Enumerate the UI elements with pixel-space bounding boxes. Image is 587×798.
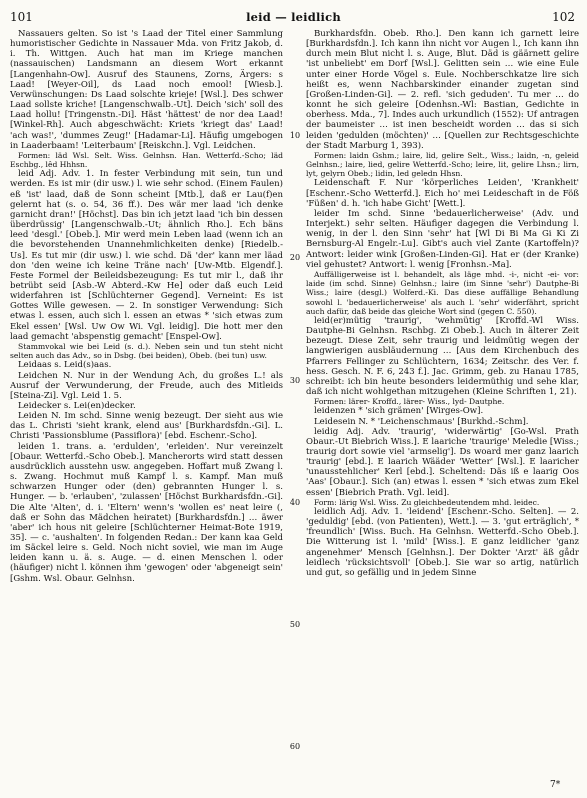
entry-leidaas: Leidaas s. Leid(s)aas.: [18, 360, 112, 371]
entry-leider: leider Im schd. Sinne 'bedauerlicherweise' (Adv. und Interjekt.) sehr selten. Häufiger dagegen die Verbindung l. wenig, in der l. den Sinn 'sehr' hat [Wl Di Bi Ma Gi Ki Zi Bernsburg-Al Engelr.-Lu]. Gibt's auch viel Zante (Kartoffeln)? Antwort: leider wink [Großen-Linden-Gi]. Hat er (der Kranke) viel gehustet? Antwort: l. wenig [Fronhsn.-Ma].: [306, 208, 579, 270]
entry-leidlich: leidlich Adj. Adv. 1. 'leidend' [Eschenr.-Scho. Selten]. — 2. 'geduldig' [ebd. (von Patienten), Wett.]. — 3. 'gut erträglich', * 'freundlich' [Wiss. Buch. Ha Gelnhsn. Wetterfd.-Scho Obeb.]. Die Witterung ist l. 'mild' [Wiss.]. E ganz leidlicher 'ganz angenehmer' Mensch [Gelnhsn.]. Der Dokter 'Arzt' äß gådr leidlech 'rücksichtsvoll' [Obeb.]. Sie war so artig, natürlich und gut, so gefällig und in jedem Sinne: [306, 506, 579, 578]
entry-leidchen: Leidchen N. Nur in der Wendung Ach, du großes L.! als Ausruf der Verwunderung, der Freude, auch des Mitleids [Steina-Zi]. Vgl. Leid 1. 5.: [10, 370, 283, 401]
entry-leid: leid Adj. Adv. 1. In fester Verbindung mit sein, tun und werden. Es ist mir (dir usw.) l. wie sehr schod. (Einem Faulen) eß 'ist' laad, daß de Sonn scheint [Mtb.], daß er Lau(f)en gelernt hat (s. o. 54, 36 ff.). Des wär mer laad 'ich denke garnicht dran!' [Höchst]. Das bin ich jetzt laad 'ich bin dessen überdrüssig' [Langenschwalb.-Ut; ähnlich Rho.]. Ech bäns leed 'desgl.' [Obeb.]. Mir werd mein Leben laad (wenn ich an die bevorstehenden Unannehmlichkeiten denke) [Riedelb.-Us]. Es tut mir (dir usw.) l. wie schd. Dä 'der' kann mer läad don 'den weine ich keine Träne nach' [Uw-Mtb. Elgendf.]. Feste Formel der Beileidsbezeugung: Es tut mir l., daß ihr betrübt seid [Asb.-W Abterd.-Kw He] oder daß euch Leid widerfahren ist [Schlüchterner Gegend]. Verneint: Es ist Gottes Wille gewesen. — 2. In sonstiger Verwendung: Sich etwas l. essen, auch sich l. essen an etwas * 'sich etwas zum Ekel essen' [Wsl. Uw Ow Wi. Vgl. leidig]. Die hott mer den laad gemacht 'abspenstig gemacht' [Enspel-Ow].: [10, 169, 283, 342]
entry-leidecker: Leidecker s. Lei(en)decker.: [18, 400, 136, 411]
right-column: [306, 29, 579, 784]
entry-leidenschaft: Leidenschaft F. Nur 'körperliches Leiden', 'Krankheit' [Eschenr.-Scho Wetterfd.]. Eich ho' mei Leideschaft in de Föß 'Füßen' d. h. 'ich habe Gicht' [Wett.].: [306, 178, 579, 209]
forms-note: Form: lärig Wsl. Wiss. Zu gleichbedeutendem mhd. leidec.: [314, 497, 540, 507]
line-number: 40: [289, 498, 301, 507]
signature-mark: 7*: [550, 780, 561, 790]
line-number: 30: [289, 376, 301, 385]
entry-leidig: leidig Adj. Adv. 'traurig', 'widerwärtig' [Go-Wsl. Prath Obaur.-Ut Biebrich Wiss.]. E laariche 'traurige' Meledie [Wiss.; traurig dort sowie viel 'armselig']. Ds woard mer ganz laarich 'traurig' [ebd.]. E laarich Wääder 'Wetter' [Wsl.]. E laaricher 'unausstehlicher' Kerl [ebd.]. Scheltend: Däs iß e laarig Oos 'Aas' [Obaur.]. Sich (an) etwas l. essen * 'sich etwas zum Ekel essen' [Biebrich Prath. Vgl. leid].: [306, 426, 579, 498]
line-number: 60: [289, 742, 301, 751]
note-paragraph: Auffälligerweise ist l. behandelt, als läge mhd. -i-, nicht -ei- vor: laide (im schd. Sinne) Gelnhsn.; laire (im Sinne 'sehr') Dautphe-Bi Wiss.; laire (desgl.) Wolferd.-Ki. Das diese auffällige Behandlung sowohl l. 'bedauerlicherweise' als auch l. 'sehr' widerfährt, spricht auch dafür, daß beide das gleiche Wort sind (gegen C. 550).: [306, 269, 579, 316]
forms-note: Formen: läd Wsl. Selt. Wiss. Gelnhsn. Han. Wetterfd.-Scho; läd Eschbg., lêd Hhhsn.: [10, 150, 283, 170]
left-page-number: 101: [10, 10, 33, 24]
entry-leidenzen: leidenzen * 'sich grämen' [Wirges-Ow].: [314, 406, 484, 417]
forms-note: Formen: laidn Gshm.; laire, lid, gelire Selt., Wiss.; laidn, -n, geleid Gelnhsn.; laire, lied, gelire Wetterfd.-Scho; leire, lit, gelire Lhsn.; lirn, lyt, gelyrn Obeb.; lidin, led geledn Hhsn.: [306, 150, 579, 179]
left-column: [10, 29, 283, 784]
running-head: leid — leidlich: [246, 10, 341, 24]
entry-leidermuetig: leid(er)mütig 'traurig', 'wehmütig' [Kroffd.-Wl Wiss. Dautphe-Bi Gelnhsn. Rschbg. Zi Obeb.]. Auch in älterer Zeit bezeugt. Diese Zeit, sehr traurig und leidmütig wegen der langwierigen ausbläudernung … [Aus dem Kirchenbuch des Pfarrers Fellinger zu Schlüchtern, 1634; Zeitschr. des Ver. f. hess. Gesch. N. F. 6, 243 f.]. Jac. Grimm, geb. zu Hanau 1785, schreibt: ich bin heute besonders leidermüthig und sehe klar, daß ich nicht wohlgethan mitzugehen (Kleine Schriften 1, 21).: [306, 315, 579, 397]
right-page-number: 102: [552, 10, 575, 24]
entry-leidesein: Leidesein N. * 'Leichenschmaus' [Burkhd.-Schm].: [314, 416, 529, 427]
entry-leiden-verb: leiden 1. trans. a. 'erdulden', 'erleiden'. Nur vereinzelt [Obaur. Wetterfd.-Scho Obeb.]. Mancherorts wird statt dessen ausdrücklich ausstehn usw. angegeben. Hoffart muß Zwang l. s. Zwang. Hochmut muß Kampf l. s. Kampf. Man muß schwarzen Hunger oder (den) gebrannten Hunger l. s. Hunger. — b. 'erlauben', 'zulassen' [Höchst Burkhardsfdn.-Gi]. Die Alte 'Alten', d. i. 'Eltern' wenn's 'wollen es' neat leire (, daß er Sohn das Mädchen heiratet) [Burkhardsfdn.] … äwer 'aber' ich hous nit geleire [Schlüchterner Heimat-Bote 1919, 35]. — c. 'aushalten'. In folgenden Redan.: Der kann kaa Geld im Säckel leire s. Geld. Noch nicht soviel, wie man im Auge leiden kann u. ä. s. Auge. — d. einen Menschen l. oder (häufiger) nicht l. können ihm 'gewogen' oder 'abgeneigt sein' [Gshm. Wsl. Obaur. Gelnhsn.: [10, 441, 283, 584]
paragraph: Burkhardsfdn. Obeb. Rho.]. Den kann ich garnett leire [Burkhardsfdn.]. Ich kann ihn nicht vor Augen l., Ich kann ihn durch mein Blut nicht l. s. Auge, Blut. Däd is gäärnett gelire 'ist unbeliebt' em Dorf [Wsl.]. Gelitten sein … wie eine Eule unter einer Horde Vögel s. Eule. Nochberschkatze lire sich heißt es, wenn Nachbarskinder einander zugetan sind [Großen-Linden-Gi]. — 2. refl. 'sich geduden'. Tu mer … do konnt he sich geleire [Odenhsn.-Wl: Bastian, Gedichte in oberhess. Mda., 7]. Indes auch urkundlich (1552): Uf antragen der baumeister … ist inen bescheidt worden … das si sich leiden 'gedulden (möchten)' … [Quellen zur Rechtsgeschichte der Stadt Marburg 1, 393).: [306, 29, 579, 151]
entry-leiden-noun: Leiden N. Im schd. Sinne wenig bezeugt. Der sieht aus wie das L. Christi 'sieht krank, elend aus' [Burkhardsfdn.-Gi]. L. Christi 'Passionsblume (Passiflora)' [ebd. Eschenr.-Scho].: [10, 411, 283, 442]
note-paragraph: Stammvokal wie bei Leid (s. d.). Neben sein und tun steht nicht selten auch das Adv., so in Dsbg. (bei beiden), Obeb. (bei tun) usw.: [10, 341, 283, 361]
page-header: [0, 8, 587, 28]
line-number: 10: [289, 131, 301, 140]
paragraph: Nassauers gelten. So ist 's Laad der Titel einer Sammlung humoristischer Gedichte in Nassauer Mda. von Fritz Jakob, d. i. Th. Wittgen. Auch hat man im Kriege manchen (nassauischen) Landsmann an diesem Wort erkannt [Langenhahn-Ow]. Ausruf des Staunens, Zorns, Ärgers: s Laad! [Weyer-Oil], ds Laad noch emool! [Wiesb.]. Verwünschungen: Ds Laad solschte krieje! [Wsl.]. Des schwer Laad sollste kriche! [Langenschwalb.-Ut]. Deich 'sich' soll des Laad hollu! [Tringenstn.-Di]. Häst 'hättest' de nor dea Laad! [Winkel-Rh]. Auch abgeschwächt: Kriets 'kriegt das' Laad! 'ach was!', 'dummes Zeug!' [Hadamar-Li]. Häufig umgebogen in Laaderbaam! 'Leiterbaum' [Reiskchn.]. Vgl. Leidchen.: [10, 29, 283, 151]
forms-note: Formen: lärer- Kroffd., lärer- Wiss., lyd- Dautphe.: [314, 397, 505, 407]
line-number: 20: [289, 253, 301, 262]
line-number: 50: [289, 620, 301, 629]
